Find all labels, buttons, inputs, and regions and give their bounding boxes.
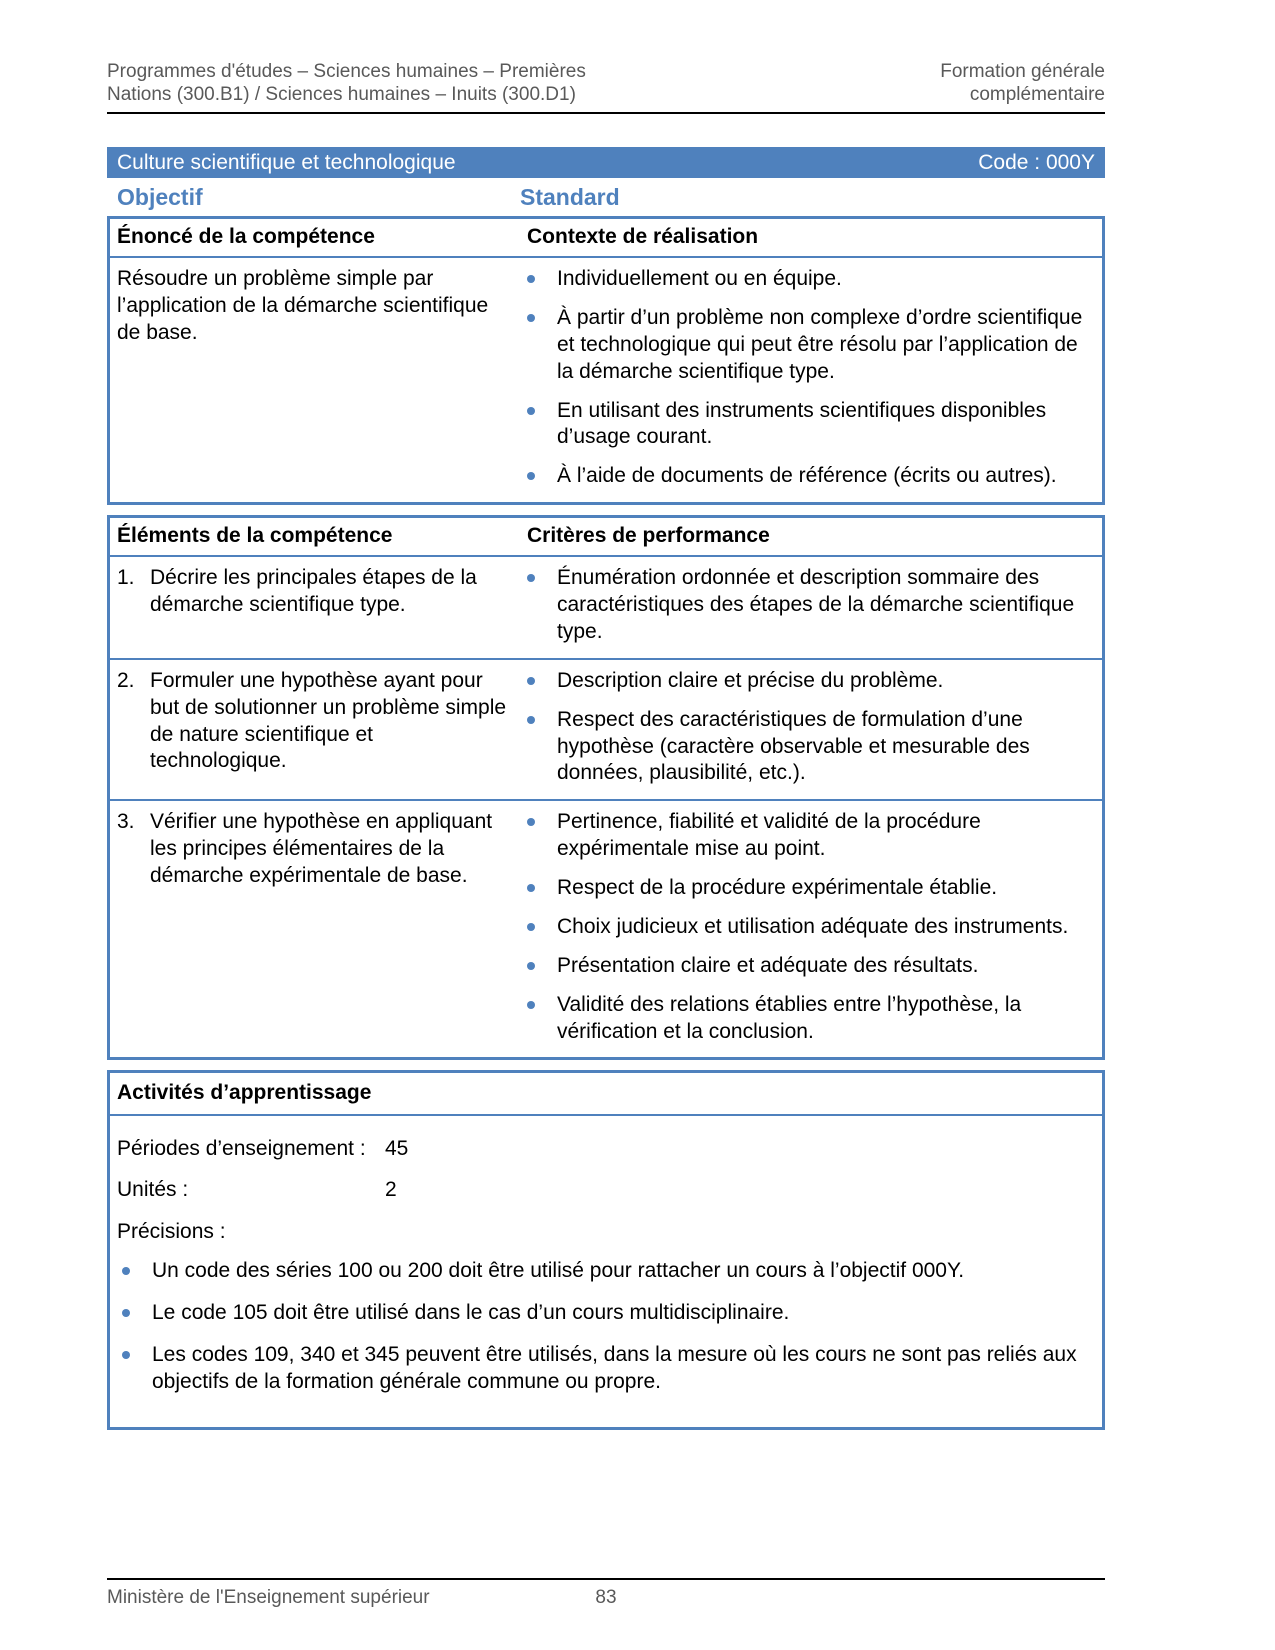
criteria-bullet [527, 809, 1098, 863]
criteria-text: Présentation claire et adéquate des résultats. [557, 953, 979, 977]
activities-box [107, 1070, 1105, 1429]
precision-bullet [122, 1258, 1092, 1285]
criteria-bullet [527, 565, 1098, 646]
bullet-icon [527, 574, 535, 582]
competence-header-right: Contexte de réalisation [527, 225, 759, 248]
heading-standard: Standard [520, 184, 620, 210]
competence-table [107, 216, 1105, 505]
course-code: Code : 000Y [978, 150, 1095, 174]
element-text: Formuler une hypothèse ayant pour but de solutionner un problème simple de nature scientifique et technologique. [150, 668, 507, 773]
element-number: 3. [117, 810, 135, 834]
elements-row-3 [110, 799, 1102, 1057]
criteria-text: Pertinence, fiabilité et validité de la procédure expérimentale mise au point. [557, 810, 981, 861]
section-headings [107, 178, 1105, 216]
precision-text: Le code 105 doit être utilisé dans le cas d’un cours multidisciplinaire. [152, 1301, 790, 1324]
field-label: Périodes d’enseignement : [117, 1137, 366, 1161]
footer-text: Ministère de l'Enseignement supérieur [107, 1587, 430, 1608]
element-number: 2. [117, 668, 135, 692]
context-bullet [527, 398, 1098, 452]
field-label: Unités : [117, 1178, 189, 1202]
context-bullet-text: En utilisant des instruments scientifiques disponibles d’usage courant. [557, 398, 1047, 449]
bullet-icon [527, 677, 535, 685]
header-right-line2: complémentaire [969, 84, 1105, 106]
field-unites [117, 1177, 1092, 1204]
elements-row-2 [110, 658, 1102, 800]
context-bullet-text: Individuellement ou en équipe. [557, 267, 842, 290]
element-cell-1 [110, 557, 520, 658]
field-value: 2 [385, 1178, 397, 1202]
criteria-text: Description claire et précise du problème. [557, 668, 944, 692]
course-banner [107, 147, 1105, 178]
bullet-icon [527, 314, 535, 322]
criteria-list-1 [520, 557, 1102, 658]
bullet-icon [527, 818, 535, 826]
criteria-bullet [527, 914, 1098, 941]
criteria-list-2 [520, 660, 1102, 800]
elements-header-right: Critères de performance [527, 524, 770, 548]
page-number: 83 [595, 1587, 617, 1608]
context-bullet [527, 463, 1098, 490]
page-footer [107, 1578, 1105, 1609]
header-right [940, 60, 1105, 106]
criteria-bullet [527, 992, 1098, 1046]
bullet-icon [527, 275, 535, 283]
course-title: Culture scientifique et technologique [117, 150, 456, 174]
header-left-line2: Nations (300.B1) / Sciences humaines – Inuits (300.D1) [107, 84, 576, 106]
criteria-text: Validité des relations établies entre l’hypothèse, la vérification et la conclusion. [557, 992, 1022, 1043]
criteria-text: Respect des caractéristiques de formulation d’une hypothèse (caractère observable et mesurable des données, plausibilité, etc.). [557, 707, 1030, 785]
precision-bullet [122, 1342, 1092, 1396]
criteria-bullet [527, 707, 1098, 788]
criteria-text: Énumération ordonnée et description sommaire des caractéristiques des étapes de la démarche scientifique type. [557, 566, 1075, 643]
competence-statement: Résoudre un problème simple par l’application de la démarche scientifique de base. [117, 267, 489, 344]
element-cell-3 [110, 801, 520, 1057]
criteria-bullet [527, 668, 1098, 695]
page-header [107, 60, 1105, 106]
criteria-text: Choix judicieux et utilisation adéquate des instruments. [557, 914, 1069, 938]
context-bullet [527, 266, 1098, 293]
criteria-list-3 [520, 801, 1102, 1057]
main-content [107, 147, 1105, 1430]
bullet-icon [527, 472, 535, 480]
header-left [107, 60, 586, 106]
precisions-bullet-list [117, 1258, 1092, 1396]
bullet-icon [527, 407, 535, 415]
competence-table-body [110, 258, 1102, 502]
bullet-icon [527, 923, 535, 931]
bullet-icon [122, 1267, 130, 1275]
context-bullet-list [520, 258, 1102, 502]
precision-text: Les codes 109, 340 et 345 peuvent être utilisés, dans la mesure où les cours ne sont pas reliés aux objectifs de la formation générale commune ou propre. [152, 1342, 1077, 1393]
bullet-icon [122, 1309, 130, 1317]
heading-objectif: Objectif [117, 184, 203, 210]
competence-table-header [110, 219, 1102, 258]
bullet-icon [527, 962, 535, 970]
bullet-icon [527, 1001, 535, 1009]
bullet-icon [527, 884, 535, 892]
element-number: 1. [117, 566, 135, 590]
header-rule [107, 112, 1105, 114]
competence-header-left: Énoncé de la compétence [117, 225, 375, 248]
precision-text: Un code des séries 100 ou 200 doit être utilisé pour rattacher un cours à l’objectif 000Y. [152, 1259, 965, 1283]
criteria-text: Respect de la procédure expérimentale établie. [557, 876, 998, 899]
elements-row-1 [110, 557, 1102, 658]
criteria-bullet [527, 875, 1098, 902]
field-periodes [117, 1136, 1092, 1163]
header-left-line1: Programmes d'études – Sciences humaines – Premières [107, 61, 586, 82]
context-bullet-text: À partir d’un problème non complexe d’ordre scientifique et technologique qui peut être résolu par l’application de la démarche scientifique type. [557, 305, 1083, 383]
element-text: Vérifier une hypothèse en appliquant les principes élémentaires de la démarche expérimentale de base. [150, 810, 493, 887]
elements-table [107, 515, 1105, 1060]
activities-body [110, 1116, 1102, 1426]
criteria-bullet [527, 953, 1098, 980]
header-right-line1: Formation générale [940, 61, 1105, 82]
activities-title: Activités d’apprentissage [110, 1073, 1102, 1116]
context-bullet-text: À l’aide de documents de référence (écrits ou autres). [557, 464, 1057, 488]
elements-table-header [110, 518, 1102, 557]
bullet-icon [122, 1351, 130, 1359]
element-text: Décrire les principales étapes de la démarche scientifique type. [150, 566, 477, 616]
elements-header-left: Éléments de la compétence [117, 524, 393, 548]
precision-bullet [122, 1300, 1092, 1327]
element-cell-2 [110, 660, 520, 800]
precisions-label: Précisions : [117, 1220, 226, 1244]
field-value: 45 [385, 1137, 409, 1161]
bullet-icon [527, 716, 535, 724]
context-bullet [527, 305, 1098, 386]
